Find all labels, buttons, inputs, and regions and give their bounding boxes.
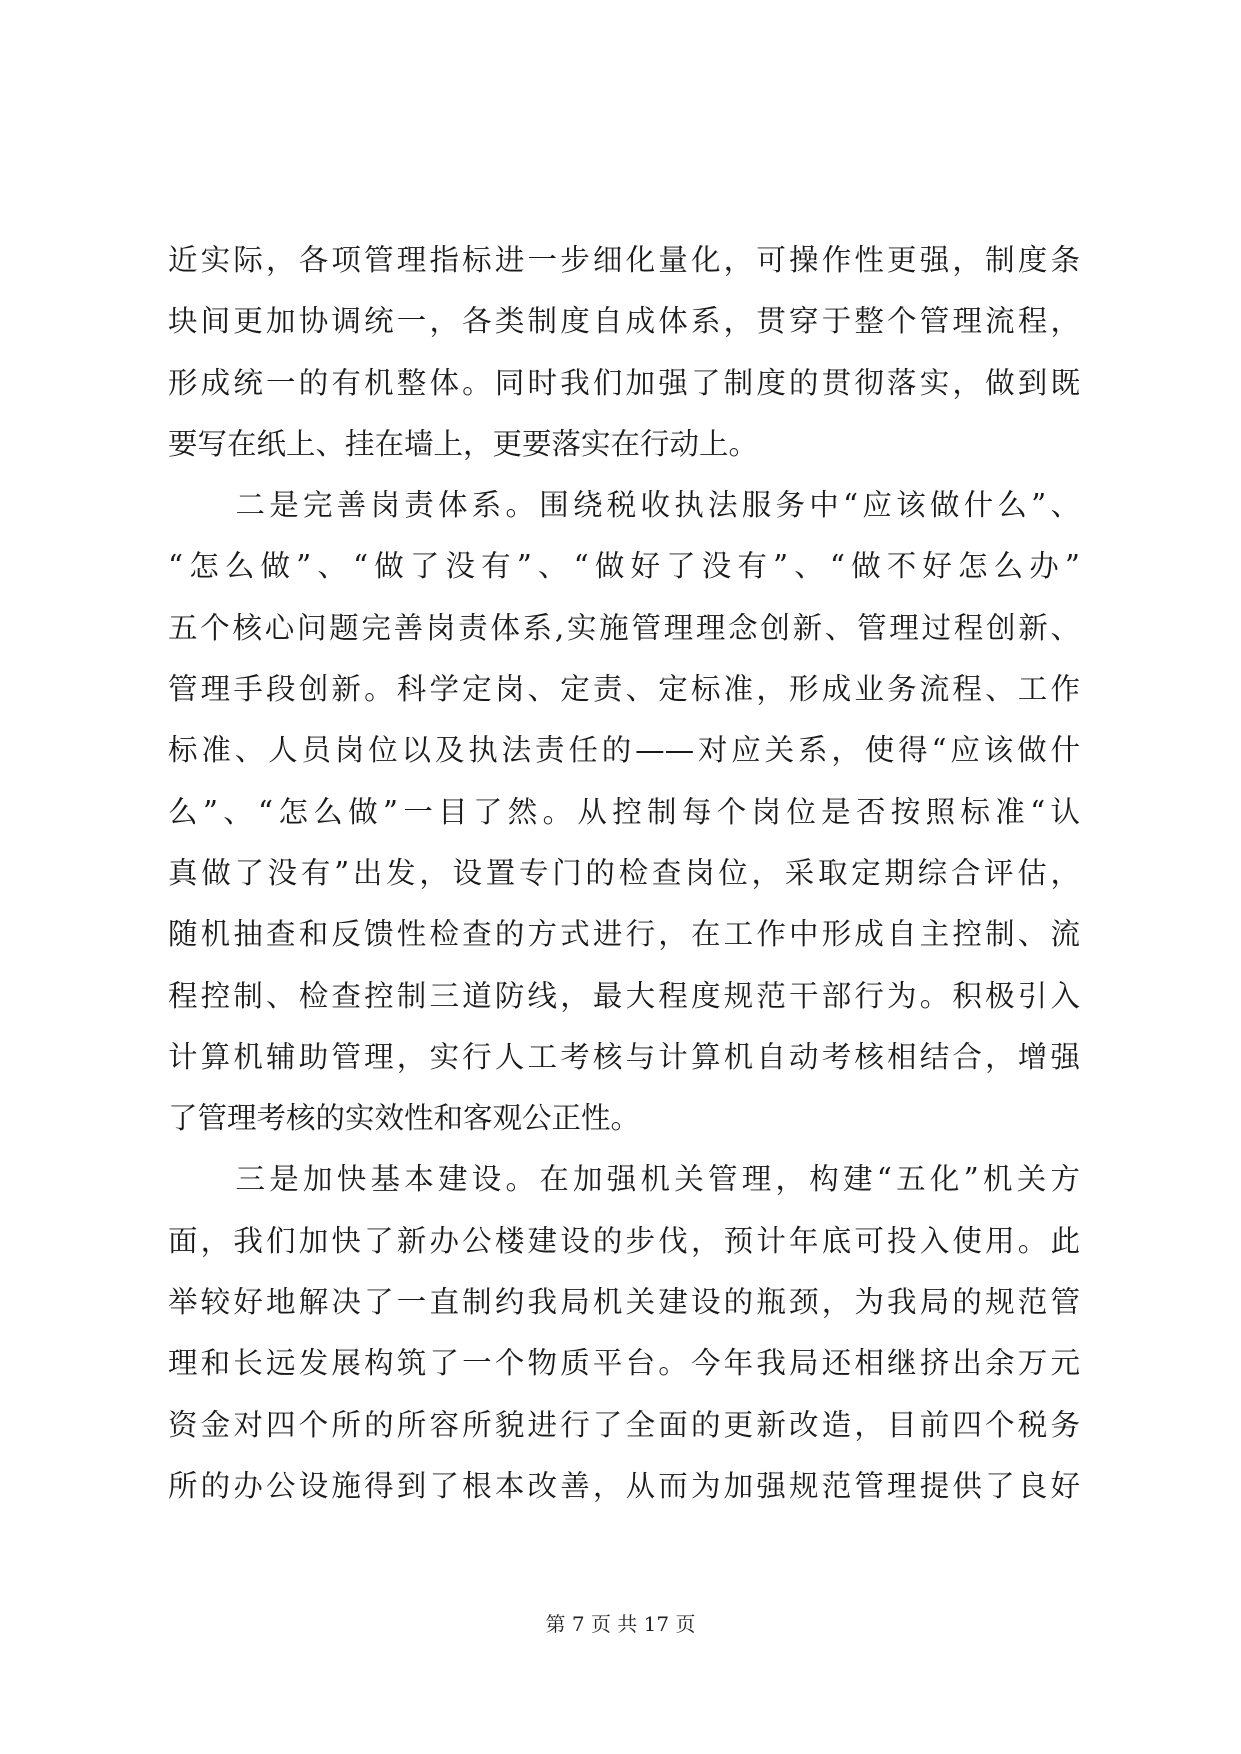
text-line: 五个核心问题完善岗责体系,实施管理理念创新、管理过程创新、 xyxy=(168,610,1080,645)
text-line: 么”、“怎么做”一目了然。从控制每个岗位是否按照标准“认 xyxy=(168,794,1080,829)
text-line: 要写在纸上、挂在墙上，更要落实在行动上。 xyxy=(168,426,759,461)
text-line: 所的办公设施得到了根本改善，从而为加强规范管理提供了良好 xyxy=(168,1468,1080,1503)
text-line: “怎么做”、“做了没有”、“做好了没有”、“做不好怎么办” xyxy=(168,549,1080,584)
text-line: 举较好地解决了一直制约我局机关建设的瓶颈，为我局的规范管 xyxy=(168,1285,1080,1320)
text-line: 块间更加协调统一，各类制度自成体系，贯穿于整个管理流程， xyxy=(168,304,1080,339)
text-line: 计算机辅助管理，实行人工考核与计算机自动考核相结合，增强 xyxy=(168,1039,1080,1074)
text-line: 管理手段创新。科学定岗、定责、定标准，形成业务流程、工作 xyxy=(168,672,1080,707)
text-line: 理和长远发展构筑了一个物质平台。今年我局还相继挤出余万元 xyxy=(168,1346,1080,1381)
text-line: 近实际，各项管理指标进一步细化量化，可操作性更强，制度条 xyxy=(168,243,1080,277)
text-line: 形成统一的有机整体。同时我们加强了制度的贯彻落实，做到既 xyxy=(168,365,1080,400)
text-line: 程控制、检查控制三道防线，最大程度规范干部行为。积极引入 xyxy=(168,978,1080,1013)
text-line: 真做了没有”出发，设置专门的检查岗位，采取定期综合评估， xyxy=(168,855,1080,890)
text-line: 三是加快基本建设。在加强机关管理，构建“五化”机关方 xyxy=(168,1162,1080,1197)
body-text xyxy=(168,230,1080,1517)
text-line: 随机抽查和反馈性检查的方式进行，在工作中形成自主控制、流 xyxy=(168,917,1080,952)
text-line: 了管理考核的实效性和客观公正性。 xyxy=(168,1101,641,1136)
text-line: 标准、人员岗位以及执法责任的——对应关系，使得“应该做什 xyxy=(168,733,1080,768)
text-line: 二是完善岗责体系。围绕税收执法服务中“应该做什么”、 xyxy=(168,488,1080,523)
page-footer: 第 7 页 共 17 页 xyxy=(545,1612,696,1636)
text-line: 面，我们加快了新办公楼建设的步伐，预计年底可投入使用。此 xyxy=(168,1223,1080,1258)
text-line: 资金对四个所的所容所貌进行了全面的更新改造，目前四个税务 xyxy=(168,1407,1080,1442)
